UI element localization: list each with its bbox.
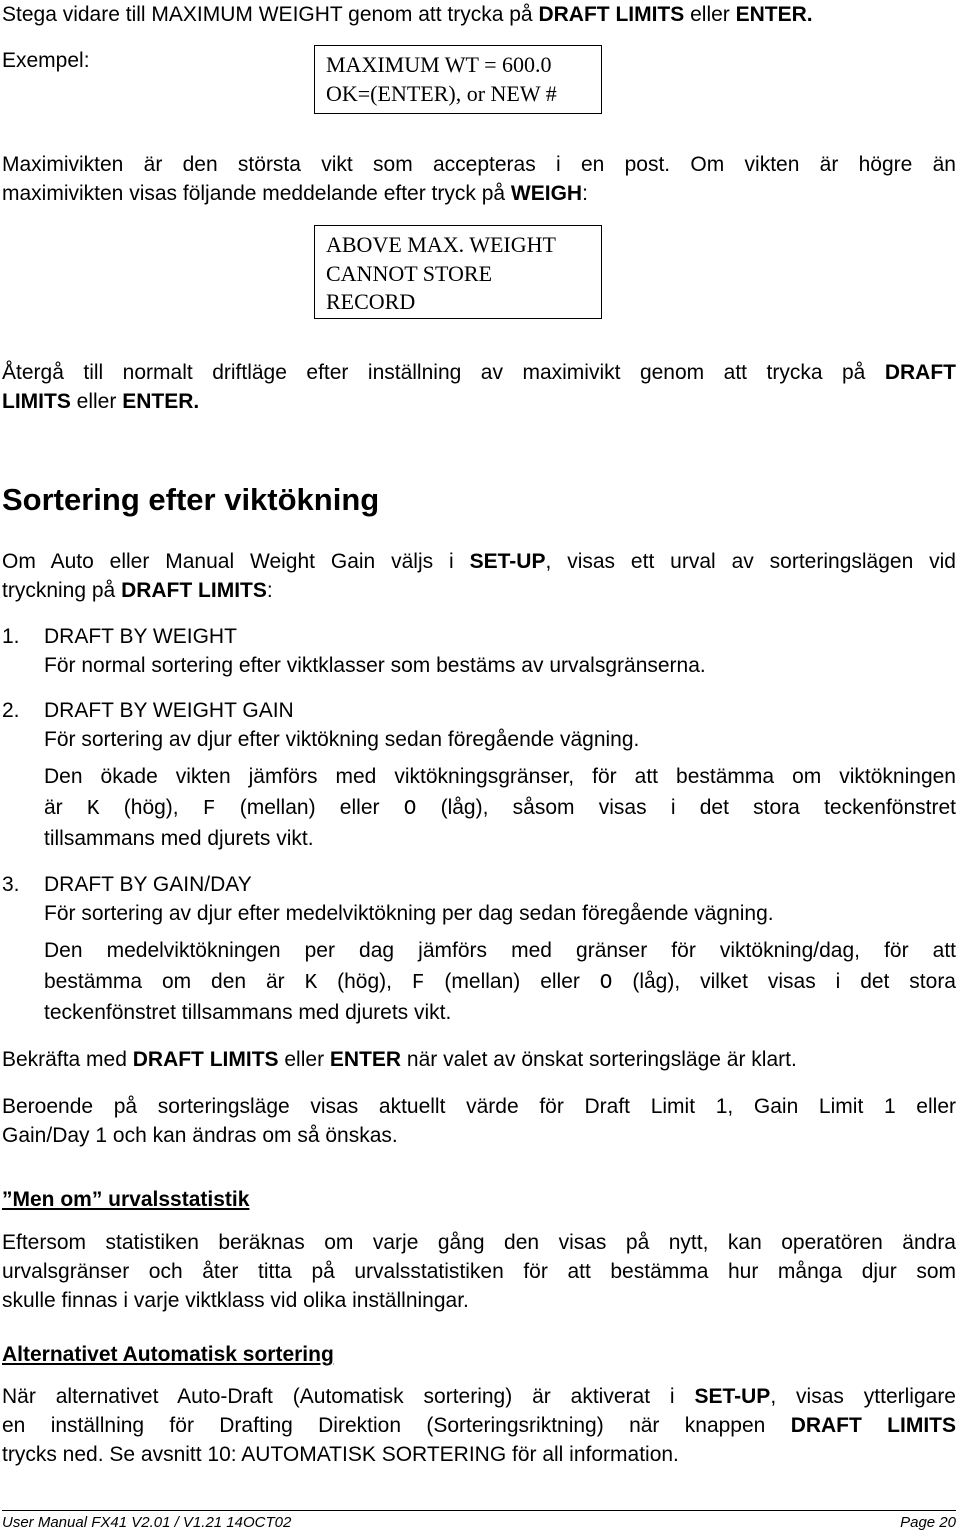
sort-intro-line-2 (2, 576, 956, 605)
para-text: Om Auto eller Manual Weight Gain väljs i (2, 550, 470, 573)
display-box-max-weight (314, 45, 602, 114)
display-line: ABOVE MAX. WEIGHT (326, 232, 556, 257)
list-item-desc: För normal sortering efter viktklasser som bestäms av urvalsgränserna. (44, 654, 706, 677)
footer-page-number: Page 20 (900, 1514, 956, 1531)
intro-line (2, 0, 956, 29)
key-limits: LIMITS (2, 390, 71, 413)
list-item-title: DRAFT BY WEIGHT (44, 625, 237, 648)
footer-divider (2, 1510, 956, 1511)
list-item-extra: teckenfönstret tillsammans med djurets vikt. (44, 1001, 452, 1024)
list-item-desc: För sortering av djur efter medelviktökning per dag sedan föregående vägning. (44, 902, 774, 925)
key-draft-limits: DRAFT LIMITS (132, 1048, 279, 1071)
key-setup: SET-UP (469, 550, 546, 573)
code-f: F (202, 798, 216, 821)
list-item-title: DRAFT BY GAIN/DAY (44, 873, 252, 896)
auto-line-2: en inställning för Drafting Direktion (Sorteringsriktning) när knappen DRAFT LIMITS (2, 1414, 957, 1437)
example-label: Exempel: (2, 49, 90, 72)
footer-manual-id: User Manual FX41 V2.01 / V1.21 14OCT02 (2, 1514, 292, 1531)
confirm-line: Bekräfta med DRAFT LIMITS eller ENTER när valet av önskat sorteringsläge är klart. (2, 1048, 797, 1071)
auto-line-3: trycks ned. Se avsnitt 10: AUTOMATISK SORTERING för all information. (2, 1443, 679, 1466)
stats-line-3: skulle finnas i varje viktklass vid olika inställningar. (2, 1289, 469, 1312)
key-draft-limits: DRAFT LIMITS (790, 1414, 957, 1437)
list-number: 1. (2, 625, 20, 648)
heading-what-if-stats: ”Men om” urvalsstatistik (2, 1188, 250, 1211)
list-item-extra: är K (hög), F (mellan) eller O (låg), såsom visas i det stora teckenfönstret (44, 796, 956, 821)
key-draft-limits: DRAFT LIMITS (121, 579, 267, 602)
code-o: O (599, 972, 613, 995)
list-item-title: DRAFT BY WEIGHT GAIN (44, 699, 294, 722)
list-item-extra: tillsammans med djurets vikt. (44, 827, 314, 850)
list-item-extra: Den medelviktökningen per dag jämförs med gränser för viktökning/dag, för att (44, 939, 956, 962)
code-o: O (403, 798, 417, 821)
list-item-extra: bestämma om den är K (hög), F (mellan) eller O (låg), vilket visas i det stora (44, 970, 956, 995)
heading-auto-draft: Alternativet Automatisk sortering (2, 1343, 334, 1366)
para-text: Återgå till normalt driftläge efter inställning av maximivikt genom att trycka på (2, 361, 885, 384)
code-k: K (304, 972, 318, 995)
auto-line-1: När alternativet Auto-Draft (Automatisk sortering) är aktiverat i SET-UP, visas ytterligare (2, 1385, 956, 1408)
sort-intro-line-1 (2, 547, 956, 576)
display-line: CANNOT STORE (326, 260, 493, 286)
list-item-desc: För sortering av djur efter viktökning sedan föregående vägning. (44, 728, 640, 751)
key-draft-limits: DRAFT LIMITS (538, 3, 685, 26)
key-enter: ENTER. (735, 3, 813, 26)
display-line: RECORD (326, 289, 416, 314)
code-k: K (86, 798, 100, 821)
code-f: F (411, 972, 425, 995)
depend-line-1: Beroende på sorteringsläge visas aktuellt värde för Draft Limit 1, Gain Limit 1 eller (2, 1095, 956, 1118)
return-line-2 (2, 387, 956, 416)
para-text: tryckning på (2, 579, 122, 602)
para-text: : (266, 579, 273, 602)
display-line: OK=(ENTER), or NEW # (326, 80, 557, 106)
para-text: , visas ett urval av sorteringslägen vid (545, 550, 956, 573)
para-text: maximivikten visas följande meddelande efter tryck på (2, 182, 511, 205)
display-line: MAXIMUM WT = 600.0 (326, 52, 552, 77)
intro-text: eller (684, 3, 736, 26)
key-setup: SET-UP (694, 1385, 771, 1408)
para-text: : (582, 182, 588, 205)
list-number: 3. (2, 873, 20, 896)
list-item (2, 622, 956, 682)
section-title: Sortering efter viktökning (2, 482, 380, 517)
display-box-above-max (314, 225, 602, 319)
list-number: 2. (2, 699, 20, 722)
key-enter: ENTER (329, 1048, 402, 1071)
return-line-1 (2, 358, 956, 387)
key-enter: ENTER. (122, 390, 200, 413)
stats-line-1: Eftersom statistiken beräknas om varje gång den visas på nytt, kan operatören ändra (2, 1231, 956, 1254)
list-item (2, 870, 956, 1030)
max-weight-line-1: Maximivikten är den största vikt som accepteras i en post. Om vikten är högre än (2, 153, 956, 176)
key-weigh: WEIGH (510, 182, 583, 205)
list-item-extra: Den ökade vikten jämförs med viktökningsgränser, för att bestämma om viktökningen (44, 765, 956, 788)
list-item (2, 696, 956, 856)
depend-line-2: Gain/Day 1 och kan ändras om så önskas. (2, 1124, 398, 1147)
intro-text: Stega vidare till MAXIMUM WEIGHT genom att trycka på (2, 3, 539, 26)
para-text: eller (70, 390, 123, 413)
max-weight-line-2 (2, 179, 956, 208)
key-draft: DRAFT (884, 361, 956, 384)
stats-line-2: urvalsgränser och åter titta på urvalsstatistiken för att bestämma hur många djur som (2, 1260, 956, 1283)
